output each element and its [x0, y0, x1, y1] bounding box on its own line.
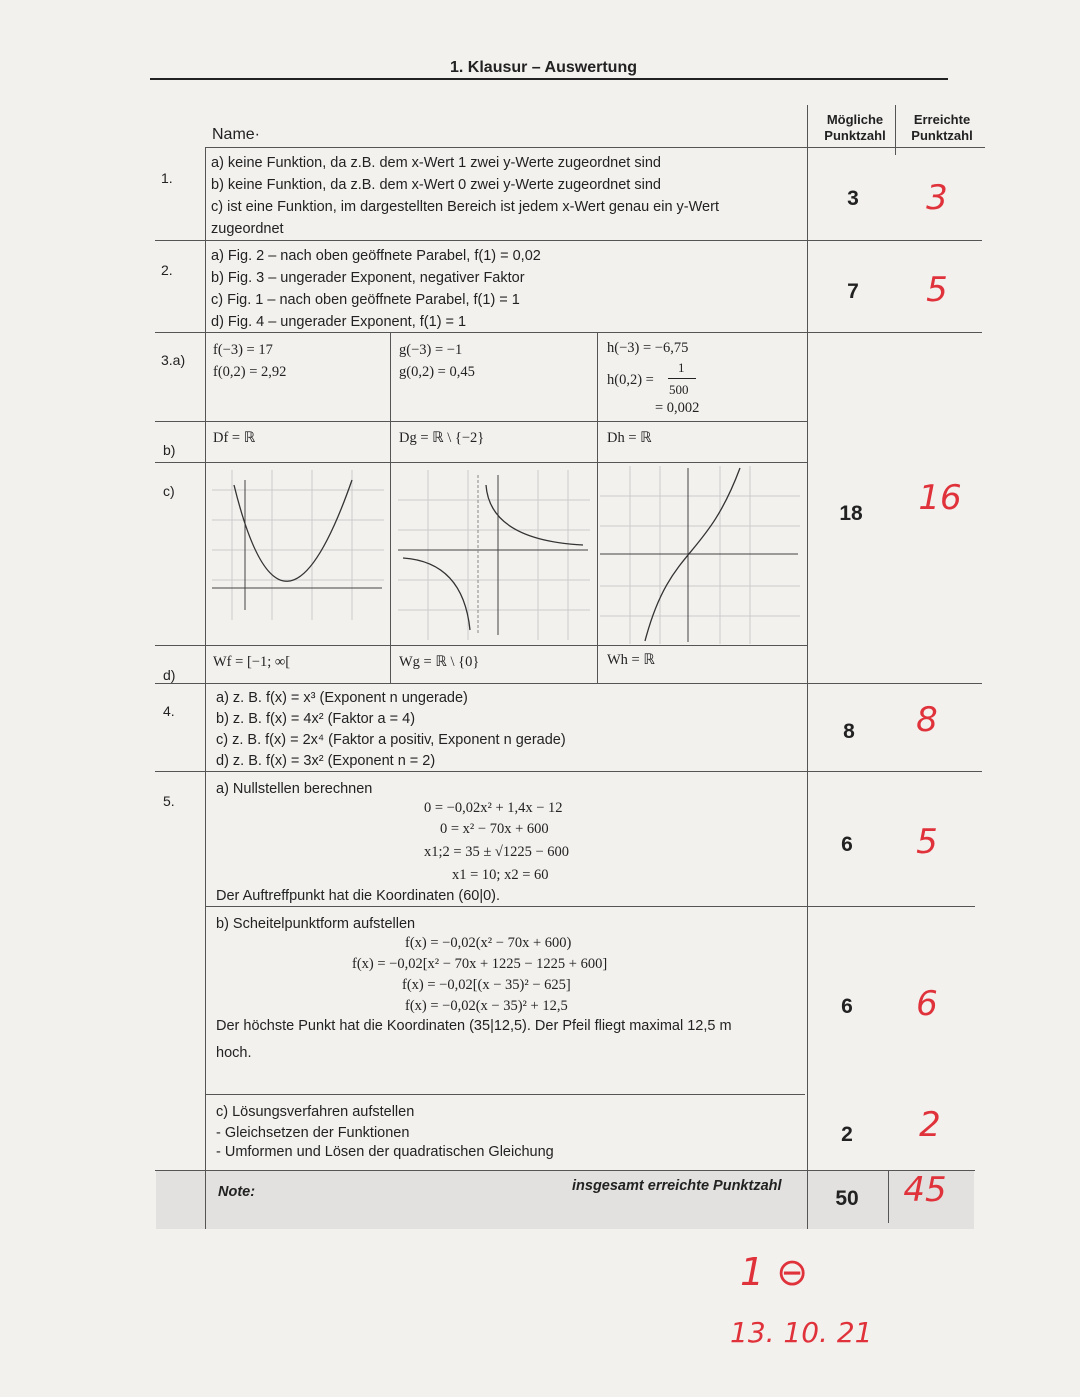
range-f: Wf = [−1; ∞[ — [213, 654, 291, 670]
task-3d-number: d) — [163, 667, 176, 683]
task-2-number: 2. — [161, 262, 173, 278]
note-label: Note: — [218, 1184, 256, 1200]
graph-f-parabola — [212, 470, 384, 620]
handwritten-date: 13. 10. 21 — [730, 1316, 873, 1349]
h-fraction-numerator: 1 — [678, 360, 685, 375]
total-achieved: 45 — [903, 1170, 947, 1210]
task-4-line-b: b) z. B. f(x) = 4x² (Faktor a = 4) — [216, 711, 416, 727]
task-5a-eq-1: 0 = −0,02x² + 1,4x − 12 — [424, 800, 563, 816]
task-2-possible: 7 — [847, 280, 859, 303]
task-1-line-b: b) keine Funktion, da z.B. dem x-Wert 0 zwei y-Werte zugeordnet sind — [211, 177, 661, 193]
task-2-achieved: 5 — [926, 270, 948, 310]
task-3c-number: c) — [163, 483, 175, 499]
domain-h: Dh = ℝ — [607, 430, 652, 446]
task-5-number: 5. — [163, 793, 175, 809]
range-h: Wh = ℝ — [607, 652, 655, 668]
task-5c-achieved: 2 — [919, 1105, 941, 1145]
name-label: Name· — [212, 126, 261, 143]
task-1-line-c: c) ist eine Funktion, im dargestellten Bereich ist jedem x-Wert genau ein y-Wert — [211, 199, 719, 215]
h-value-1: h(−3) = −6,75 — [607, 340, 689, 356]
title-rule — [150, 78, 948, 80]
task-1-number: 1. — [161, 170, 173, 186]
task-2-line-b: b) Fig. 3 – ungerader Exponent, negativer Faktor — [211, 270, 525, 286]
task-3b-number: b) — [163, 442, 176, 458]
task-3a-number: 3.a) — [161, 352, 186, 368]
task-5c-title: c) Lösungsverfahren aufstellen — [216, 1104, 415, 1120]
h-fraction-denominator: 500 — [669, 382, 689, 397]
task-4-line-c: c) z. B. f(x) = 2x⁴ (Faktor a positiv, Exponent n gerade) — [216, 732, 566, 748]
total-label: insgesamt erreichte Punktzahl — [572, 1178, 782, 1194]
task-5b-eq-2: f(x) = −0,02[x² − 70x + 1225 − 1225 + 600] — [352, 956, 608, 972]
task-3-achieved: 16 — [918, 478, 962, 518]
domain-f: Df = ℝ — [213, 430, 256, 446]
task-1-line-a: a) keine Funktion, da z.B. dem x-Wert 1 zwei y-Werte zugeordnet sind — [211, 155, 661, 171]
task-5a-result: Der Auftreffpunkt hat die Koordinaten (60|0). — [216, 888, 501, 904]
task-5b-eq-4: f(x) = −0,02(x − 35)² + 12,5 — [405, 998, 568, 1014]
task-5b-result-1: Der höchste Punkt hat die Koordinaten (35|12,5). Der Pfeil fliegt maximal 12,5 m — [216, 1018, 732, 1034]
task-5b-eq-1: f(x) = −0,02(x² − 70x + 600) — [405, 935, 572, 951]
task-1-line-d: zugeordnet — [211, 221, 284, 237]
task-2-line-a: a) Fig. 2 – nach oben geöffnete Parabel, f(1) = 0,02 — [211, 248, 541, 264]
task-5b-possible: 6 — [841, 995, 853, 1018]
task-2-line-d: d) Fig. 4 – ungerader Exponent, f(1) = 1 — [211, 314, 467, 330]
task-2-line-c: c) Fig. 1 – nach oben geöffnete Parabel, f(1) = 1 — [211, 292, 520, 308]
f-value-2: f(0,2) = 2,92 — [213, 364, 287, 380]
possible-points-header: Mögliche Punktzahl — [824, 112, 886, 143]
task-5a-eq-3: x1;2 = 35 ± √1225 − 600 — [424, 844, 570, 860]
domain-g: Dg = ℝ \ {−2} — [399, 430, 485, 446]
total-possible: 50 — [835, 1187, 859, 1210]
task-5a-title: a) Nullstellen berechnen — [216, 781, 373, 797]
task-4-number: 4. — [163, 703, 175, 719]
g-value-1: g(−3) = −1 — [399, 342, 463, 358]
task-3-possible: 18 — [839, 502, 863, 525]
task-4-possible: 8 — [843, 720, 855, 743]
page-title: 1. Klausur – Auswertung — [450, 59, 637, 76]
task-5b-achieved: 6 — [916, 984, 938, 1024]
task-5b-title: b) Scheitelpunktform aufstellen — [216, 916, 416, 932]
task-4-achieved: 8 — [916, 700, 938, 740]
task-4-line-a: a) z. B. f(x) = x³ (Exponent n ungerade) — [216, 690, 468, 706]
f-value-1: f(−3) = 17 — [213, 342, 273, 358]
handwritten-grade: 1 ⊖ — [740, 1250, 809, 1294]
task-5a-eq-2: 0 = x² − 70x + 600 — [440, 821, 549, 837]
task-5c-line-2: - Umformen und Lösen der quadratischen Gleichung — [216, 1144, 554, 1160]
range-g: Wg = ℝ \ {0} — [399, 654, 480, 670]
h-value-3: = 0,002 — [655, 400, 700, 416]
g-value-2: g(0,2) = 0,45 — [399, 364, 475, 380]
task-1-possible: 3 — [847, 187, 859, 210]
task-5a-possible: 6 — [841, 833, 853, 856]
task-1-achieved: 3 — [926, 178, 948, 218]
task-5b-result-2: hoch. — [216, 1045, 252, 1061]
graph-g-hyperbola — [398, 470, 590, 640]
task-5c-possible: 2 — [841, 1123, 853, 1146]
h-value-2: h(0,2) = — [607, 372, 654, 388]
task-5b-eq-3: f(x) = −0,02[(x − 35)² − 625] — [402, 977, 571, 993]
achieved-points-header: Erreichte Punktzahl — [911, 112, 973, 143]
task-5a-eq-4: x1 = 10; x2 = 60 — [452, 867, 549, 883]
task-5a-achieved: 5 — [916, 822, 938, 862]
task-5c-line-1: - Gleichsetzen der Funktionen — [216, 1125, 410, 1141]
graph-h-cubic — [600, 466, 800, 644]
task-4-line-d: d) z. B. f(x) = 3x² (Exponent n = 2) — [216, 753, 436, 769]
